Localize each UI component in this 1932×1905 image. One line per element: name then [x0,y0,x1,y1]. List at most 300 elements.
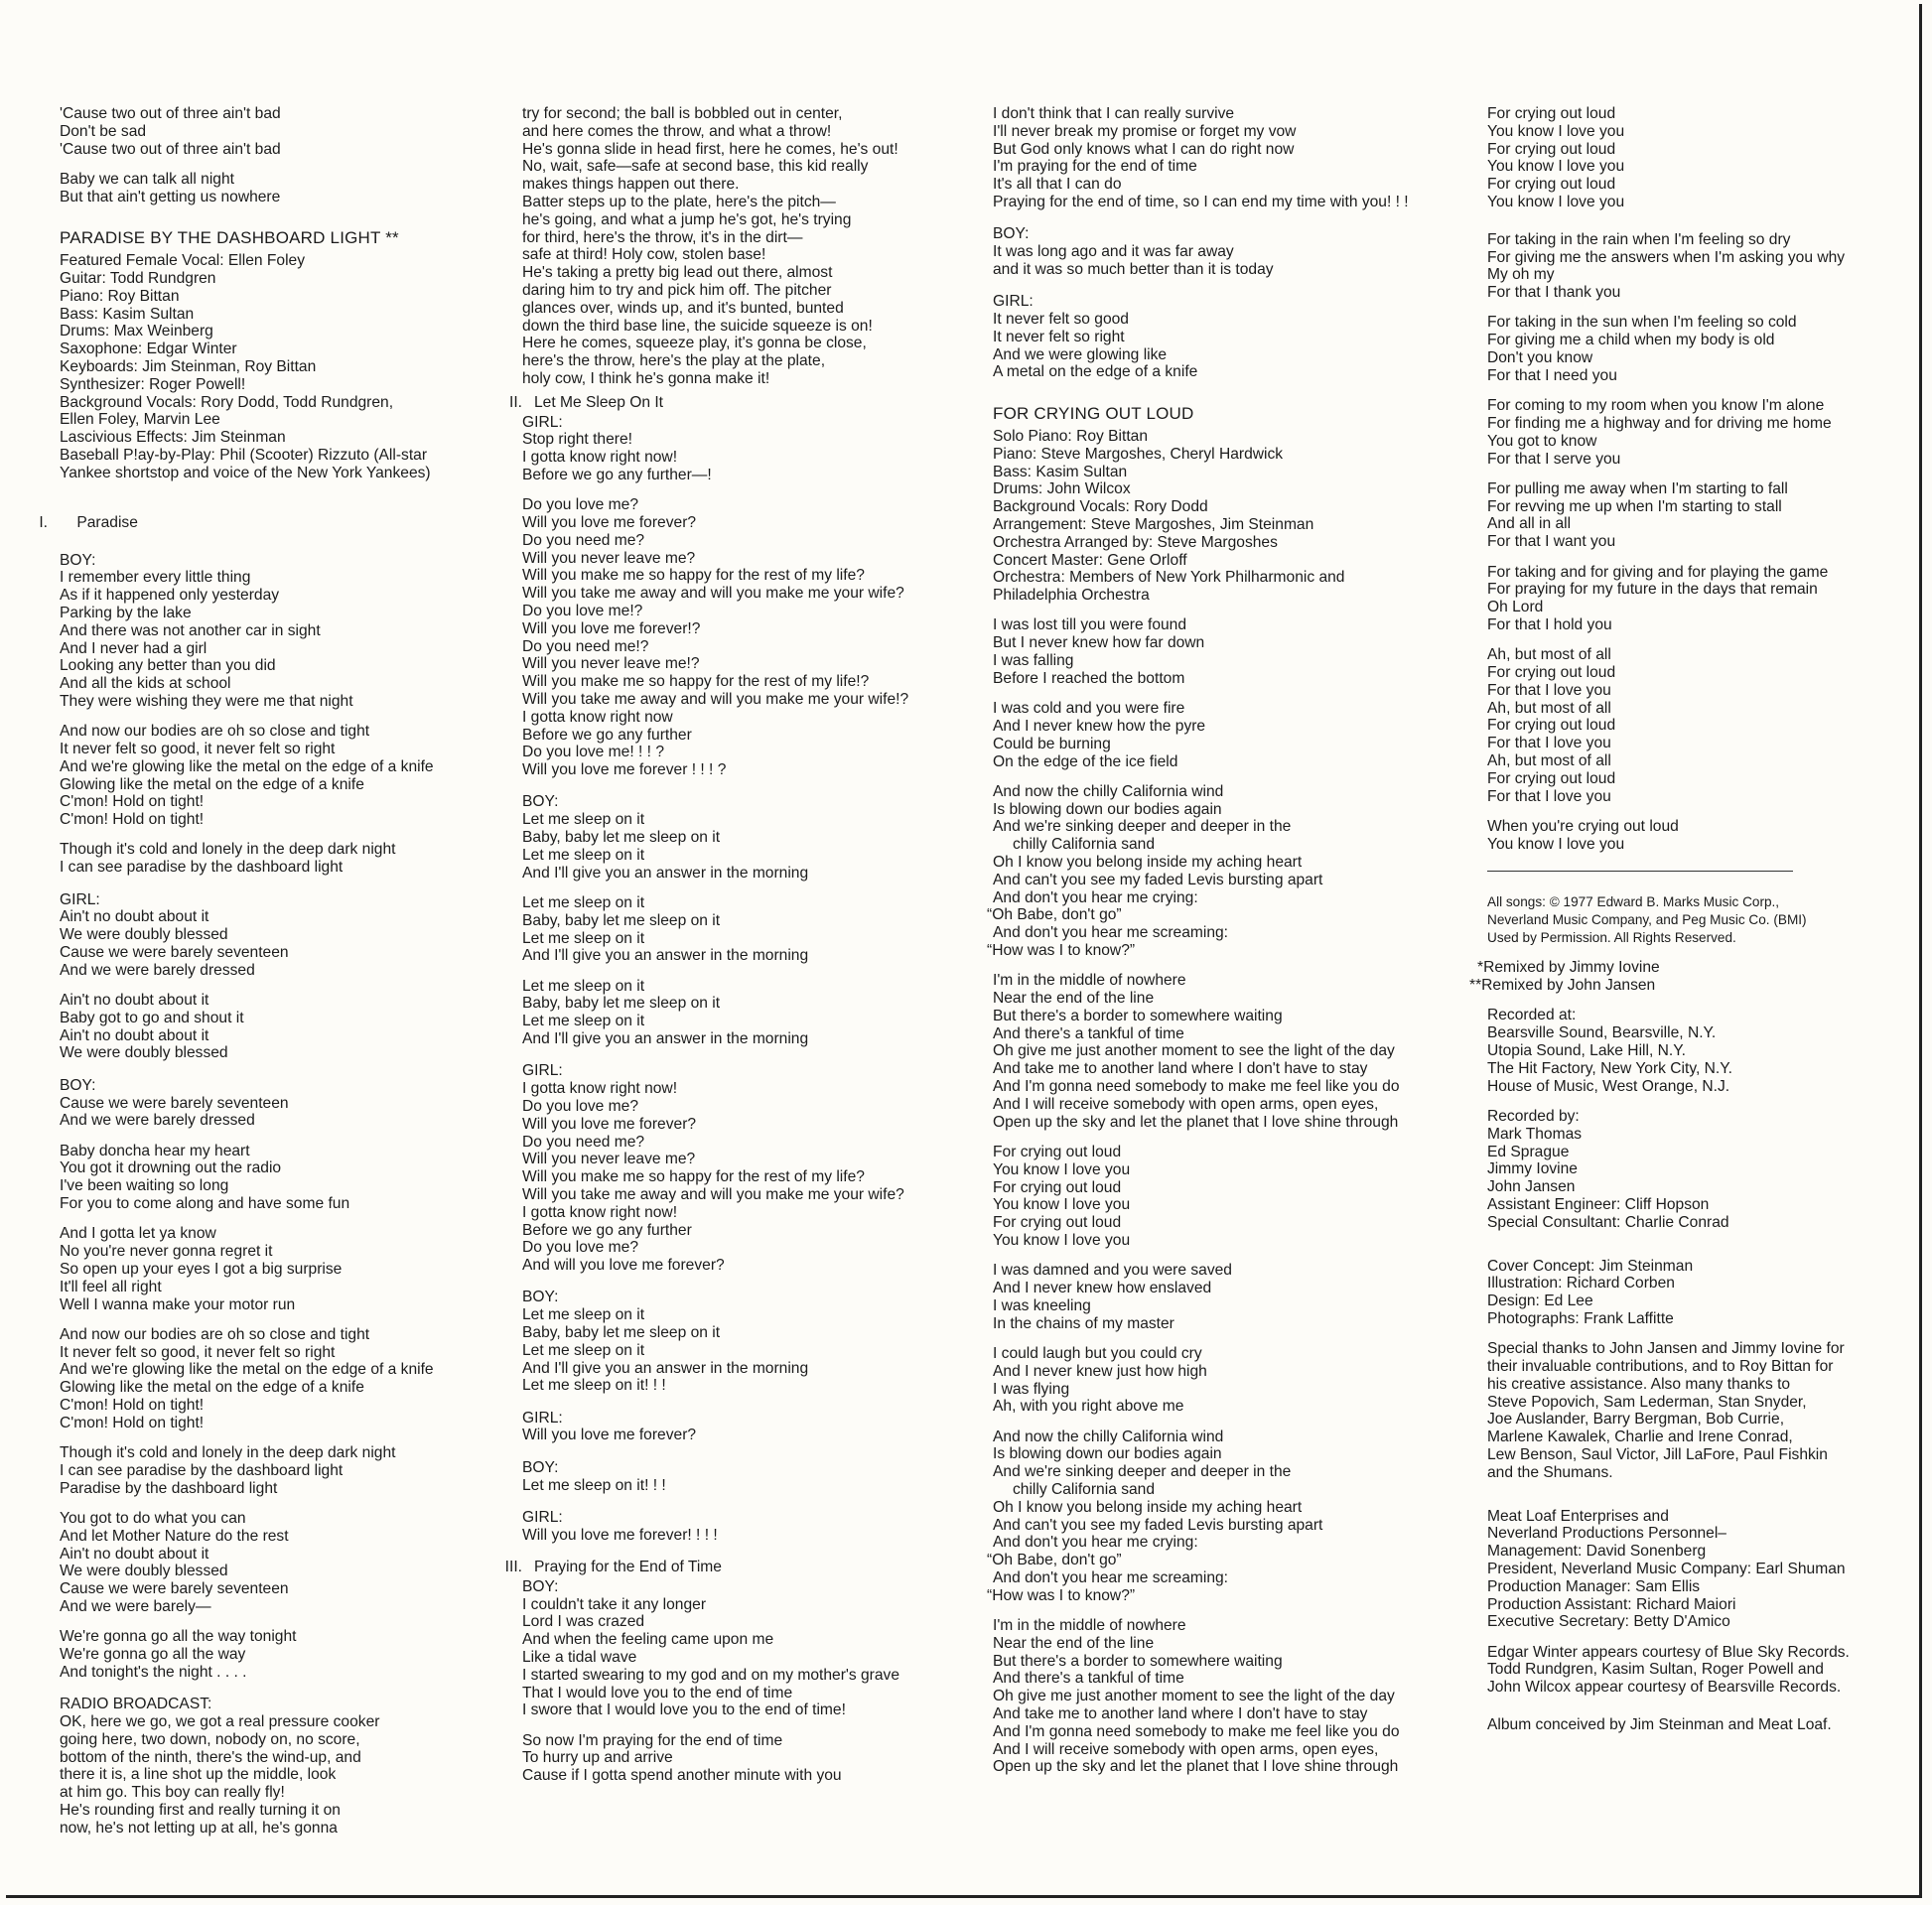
text-line: going here, two down, nobody on, no score, [60,1730,360,1748]
text-line: And we were glowing like [993,345,1168,363]
text-line: Solo Piano: Roy Bittan [993,427,1149,445]
lyrics-block [60,992,506,1062]
text-line: You know I love you [993,1196,1131,1214]
text-line: OK, here we go, we got a real pressure cooker [60,1712,380,1730]
text-line: Ah, with you right above me [993,1398,1184,1416]
text-line: Will you love me forever ! ! ! ? [522,761,727,779]
text-line: Production Manager: Sam Ellis [1487,1577,1701,1595]
text-line: I could laugh but you could cry [993,1344,1202,1362]
text-line: Do you love me? [522,496,639,514]
text-line: Featured Female Vocal: Ellen Foley [60,252,306,270]
speaker-label: BOY: [60,1076,96,1094]
text-line: Baby, baby let me sleep on it [522,911,721,929]
broadcast-block [60,1713,506,1837]
text-line: holy cow, I think he's gonna make it! [522,369,770,387]
lyrics-block [60,171,506,206]
text-line: And we were barely dressed [60,1112,255,1130]
text-line: Baby got to go and shout it [60,1009,244,1026]
speaker-label: GIRL: [522,413,563,431]
text-line: For praying for my future in the days that remain [1487,581,1818,599]
text-line: And there was not another car in sight [60,621,321,639]
text-line: For crying out loud [1487,140,1616,158]
text-line: Oh I know you belong inside my aching heart [993,853,1303,871]
text-line: For that I love you [1487,787,1611,805]
remix-notes [1469,959,1914,995]
text-line: Glowing like the metal on the edge of a knife [60,1379,364,1397]
lyrics-block [1487,818,1914,854]
text-line: and here comes the throw, and what a throw! [522,122,832,140]
text-line: Marlene Kawalek, Charlie and Irene Conrad, [1487,1429,1793,1446]
text-line: I don't think that I can really survive [993,105,1235,122]
lyrics-block [522,496,969,779]
text-line: And will you love me forever? [522,1257,725,1275]
text-line: And I gotta let ya know [60,1225,216,1243]
text-line: And now our bodies are oh so close and tight [60,723,370,741]
text-line: Baby, baby let me sleep on it [522,1324,721,1341]
text-line: Lascivious Effects: Jim Steinman [60,429,286,447]
text-line: He's rounding first and really turning it on [60,1801,341,1819]
lyrics-block [522,894,969,965]
text-line: President, Neverland Music Company: Earl Shuman [1487,1560,1846,1577]
text-line: Cause if I gotta spend another minute with you [522,1767,842,1785]
lyrics-block [522,978,969,1048]
text-line: Near the end of the line [993,1634,1155,1652]
text-line: And I never knew how enslaved [993,1280,1212,1297]
text-line: But God only knows what I can do right now [993,140,1295,158]
text-line: Do you love me? [522,1097,639,1115]
text-line: Meat Loaf Enterprises and [1487,1507,1669,1525]
text-line: Let me sleep on it! ! ! [522,1476,666,1494]
text-line: We're gonna go all the way [60,1646,246,1664]
text-line: For that I love you [1487,681,1611,699]
text-line: Design: Ed Lee [1487,1293,1593,1310]
text-line: So open up your eyes I got a big surprise [60,1260,343,1278]
broadcast-block [522,105,969,388]
text-line: Mark Thomas [1487,1125,1583,1143]
recording-engineers [1487,1108,1914,1232]
text-line: And tonight's the night . . . . [60,1663,247,1681]
text-line: *Remixed by Jimmy Iovine [1477,959,1660,977]
conceived-line [1487,1716,1914,1734]
text-line: Todd Rundgren, Kasim Sultan, Roger Powell and [1487,1661,1824,1679]
text-line: I'm praying for the end of time [993,158,1197,176]
text-line: My oh my [1487,266,1555,284]
text-line: bottom of the ninth, there's the wind-up, and [60,1748,361,1766]
text-line: We're gonna go all the way tonight [60,1628,297,1646]
lyrics-block [60,908,506,979]
text-line: Drums: Max Weinberg [60,323,213,340]
text-line: Looking any better than you did [60,657,276,675]
speaker-label: BOY: [522,793,559,811]
lyrics-block [522,811,969,882]
text-line: “Oh Babe, don't go” [987,906,1122,924]
text-line: Before we go any further—! [522,466,712,483]
text-line: I gotta know right now [522,708,673,726]
text-line: Don't you know [1487,349,1593,367]
text-line: Like a tidal wave [522,1648,637,1666]
text-line: Let me sleep on it [522,893,645,911]
text-line: They were wishing they were me that night [60,692,353,710]
lyrics-block [522,1427,969,1444]
text-line: Illustration: Richard Corben [1487,1275,1675,1293]
lyrics-block [60,1628,506,1681]
lyrics-block [993,1262,1469,1332]
text-line: We were doubly blessed [60,1044,228,1062]
text-line: I'm in the middle of nowhere [993,1617,1186,1635]
lyrics-block [522,1596,969,1720]
part-number: I. [39,513,49,531]
text-line: And now the chilly California wind [993,1428,1224,1445]
text-line: I gotta know right now! [522,1203,678,1221]
text-line: Piano: Roy Bittan [60,287,180,305]
lyrics-block [60,1095,506,1131]
text-line: For pulling me away when I'm starting to fall [1487,479,1788,497]
part-title: Praying for the End of Time [534,1558,722,1575]
text-line: for third, here's the throw, it's in the dirt— [522,228,803,246]
text-line: And we were barely— [60,1597,211,1615]
text-line: And now the chilly California wind [993,782,1224,800]
text-line: And there's a tankful of time [993,1024,1184,1042]
speaker-label: GIRL: [522,1409,563,1427]
text-line: Arrangement: Steve Margoshes, Jim Steinman [993,515,1314,533]
text-line: You got it drowning out the radio [60,1159,282,1177]
text-line: For crying out loud [1487,105,1616,122]
text-line: Ah, but most of all [1487,646,1611,664]
text-line: Will you take me away and will you make me your wife? [522,1185,904,1203]
lyrics-block [993,616,1469,687]
text-line: C'mon! Hold on tight! [60,811,205,829]
text-line: And don't you hear me screaming: [993,924,1229,942]
text-line: It never felt so good, it never felt so right [60,741,336,757]
text-line: Edgar Winter appears courtesy of Blue Sky Records. [1487,1643,1850,1661]
text-line: Ain't no doubt about it [60,992,209,1010]
text-line: You got to do what you can [60,1509,246,1527]
text-line: Special thanks to John Jansen and Jimmy Iovine for [1487,1340,1845,1358]
text-line: Will you never leave me? [522,549,696,567]
lyrics-block [993,972,1469,1131]
lyrics-block [60,1326,506,1432]
text-line: Oh Lord [1487,599,1544,616]
text-line: Joe Auslander, Barry Bergman, Bob Currie, [1487,1411,1785,1429]
text-line: and it was so much better than it is today [993,260,1274,278]
text-line: Ed Sprague [1487,1143,1570,1160]
text-line: Lew Benson, Saul Victor, Jill LaFore, Paul Fishkin [1487,1446,1828,1463]
text-line: You know I love you [1487,122,1625,140]
text-line: Is blowing down our bodies again [993,1445,1222,1463]
text-line: For giving me a child when my body is old [1487,332,1775,349]
text-line: Executive Secretary: Betty D'Amico [1487,1613,1730,1631]
credits-block [60,252,506,481]
text-line: And I never knew how the pyre [993,717,1206,735]
speaker-label: BOY: [522,1458,559,1476]
text-line: Management: David Sonenberg [1487,1543,1707,1561]
text-line: He's gonna slide in head first, here he comes, he's out! [522,140,898,158]
text-line: For crying out loud [1487,664,1616,682]
text-line: Ah, but most of all [1487,752,1611,769]
lyrics-block [1487,314,1914,384]
text-line: Do you love me! ! ! ? [522,744,665,761]
text-line: try for second; the ball is bobbled out in center, [522,105,843,122]
text-line: Will you make me so happy for the rest of my life? [522,567,865,585]
text-line: Background Vocals: Rory Dodd [993,498,1208,516]
text-line: Will you take me away and will you make me your wife!? [522,691,909,708]
text-line: For crying out loud [1487,769,1616,787]
text-line: Recorded by: [1487,1107,1580,1125]
lyrics-block [522,1080,969,1275]
text-line: In the chains of my master [993,1314,1174,1332]
text-line: Synthesizer: Roger Powell! [60,375,246,393]
text-line: And I'll give you an answer in the morning [522,947,809,965]
text-line: For giving me the answers when I'm asking you why [1487,248,1846,266]
text-line: Let me sleep on it [522,1341,645,1359]
text-line: Will you love me forever? [522,1427,697,1444]
text-line: Bass: Kasim Sultan [60,305,195,323]
text-line: Here he comes, squeeze play, it's gonna be close, [522,335,867,352]
text-line: For revving me up when I'm starting to stall [1487,497,1782,515]
text-line: Used by Permission. All Rights Reserved. [1487,930,1736,946]
text-line: For coming to my room when you know I'm alone [1487,397,1825,415]
text-line: “Oh Babe, don't go” [987,1552,1122,1569]
text-line: For that I hold you [1487,615,1612,633]
text-line: Could be burning [993,735,1111,752]
text-line: Utopia Sound, Lake Hill, N.Y. [1487,1042,1686,1060]
lyrics-block [60,841,506,877]
text-line: Cause we were barely seventeen [60,943,289,961]
text-line: Paradise by the dashboard light [60,1479,278,1497]
text-line: On the edge of the ice field [993,752,1178,770]
text-line: And I'm gonna need somebody to make me feel like you do [993,1722,1400,1740]
thanks-block [1487,1340,1914,1481]
lyrics-block [1487,564,1914,634]
text-line: I was lost till you were found [993,616,1187,634]
text-line: No you're never gonna regret it [60,1243,273,1261]
lyrics-block [60,723,506,829]
text-line: Let me sleep on it [522,1306,645,1324]
lyrics-block [60,105,506,158]
text-line: Ah, but most of all [1487,699,1611,717]
speaker-label: BOY: [993,225,1030,243]
text-line: Glowing like the metal on the edge of a knife [60,775,364,793]
text-line: You know I love you [993,1160,1131,1178]
text-line: Album conceived by Jim Steinman and Meat Loaf. [1487,1716,1832,1734]
text-line: And can't you see my faded Levis bursting apart [993,1516,1323,1534]
text-line: For taking and for giving and for playing the game [1487,563,1829,581]
text-line: Guitar: Todd Rundgren [60,270,216,288]
text-line: And I never had a girl [60,639,207,657]
recording-locations [1487,1007,1914,1095]
text-line: I'm in the middle of nowhere [993,972,1186,990]
text-line: daring him to try and pick him off. The pitcher [522,281,832,299]
text-line: To hurry up and arrive [522,1749,673,1767]
speaker-label: GIRL: [522,1062,563,1080]
text-line: And I will receive somebody with open arms, open eyes, [993,1095,1379,1113]
text-line: Bearsville Sound, Bearsville, N.Y. [1487,1024,1717,1042]
text-line: You know I love you [993,1231,1131,1249]
text-line: So now I'm praying for the end of time [522,1731,783,1749]
text-line: Let me sleep on it [522,811,645,829]
text-line: For that I need you [1487,366,1617,384]
text-line: And we're sinking deeper and deeper in the [993,818,1292,836]
text-line: Praying for the end of time, so I can end my time with you! ! ! [993,193,1409,210]
text-line: It never felt so good, it never felt so right [60,1343,336,1361]
text-line: C'mon! Hold on tight! [60,1414,205,1431]
text-line: Baby, baby let me sleep on it [522,995,721,1013]
text-line: A metal on the edge of a knife [993,363,1198,381]
text-line: Do you need me? [522,1133,645,1151]
lyrics-block [60,1444,506,1497]
text-line: there it is, a line shot up the middle, look [60,1766,337,1784]
text-line: Will you never leave me? [522,1151,696,1168]
text-line: Ain't no doubt about it [60,908,209,926]
text-line: You know I love you [1487,835,1625,853]
personnel-block [1487,1508,1914,1632]
text-line: And we're glowing like the metal on the edge of a knife [60,1361,434,1379]
part-number: III. [504,1558,522,1575]
text-line: Concert Master: Gene Orloff [993,551,1187,569]
text-line: And all in all [1487,515,1572,533]
text-line: Oh give me just another moment to see the light of the day [993,1042,1395,1060]
text-line: C'mon! Hold on tight! [60,793,205,811]
text-line: I gotta know right now! [522,449,678,467]
text-line: You know I love you [1487,158,1625,176]
text-line: And don't you hear me screaming: [993,1568,1229,1586]
courtesy-block [1487,1644,1914,1697]
text-line: And don't you hear me crying: [993,1534,1198,1552]
text-line: I can see paradise by the dashboard light [60,859,344,877]
text-line: his creative assistance. Also many thanks to [1487,1375,1791,1393]
text-line: For that I thank you [1487,284,1621,302]
text-line: John Wilcox appear courtesy of Bearsville Records. [1487,1679,1842,1697]
text-line: Philadelphia Orchestra [993,587,1150,605]
lyrics-block [60,1225,506,1313]
text-line: No, wait, safe—safe at second base, this kid really [522,158,869,176]
text-line: And now our bodies are oh so close and tight [60,1325,370,1343]
text-line: It's all that I can do [993,176,1122,194]
speaker-label: BOY: [522,1289,559,1306]
lyrics-block [60,569,506,710]
text-line: For that I want you [1487,533,1616,551]
text-line: Cover Concept: Jim Steinman [1487,1257,1694,1275]
copyright-block [1487,893,1914,946]
lyrics-block [522,1732,969,1785]
text-line: Will you love me forever! ! ! ! [522,1526,718,1544]
credits-block [993,428,1469,605]
text-line: I gotta know right now! [522,1080,678,1098]
text-line: When you're crying out loud [1487,817,1679,835]
text-line: “How was I to know?” [987,941,1136,959]
text-line: Ellen Foley, Marvin Lee [60,411,220,429]
text-line: chilly California sand [1013,1480,1156,1498]
text-line: Will you make me so happy for the rest of my life!? [522,673,870,691]
text-line: As if it happened only yesterday [60,587,280,605]
text-line: It never felt so good [993,310,1129,328]
text-line: **Remixed by John Jansen [1469,977,1656,995]
text-line: For taking in the sun when I'm feeling so cold [1487,314,1797,332]
text-line: Well I wanna make your motor run [60,1295,296,1313]
text-line: And take me to another land where I don't have to stay [993,1060,1368,1078]
text-line: Bass: Kasim Sultan [993,463,1128,480]
text-line: Piano: Steve Margoshes, Cheryl Hardwick [993,445,1284,463]
text-line: he's going, and what a jump he's got, he's trying [522,210,852,228]
text-line: and the Shumans. [1487,1463,1613,1481]
text-line: Let me sleep on it [522,846,645,864]
text-line: Ain't no doubt about it [60,1026,209,1044]
text-line: Production Assistant: Richard Maiori [1487,1595,1736,1613]
text-line: I was flying [993,1380,1070,1398]
text-line: I was kneeling [993,1296,1091,1314]
text-line: Though it's cold and lonely in the deep dark night [60,841,396,859]
text-line: And all the kids at school [60,675,231,693]
lyrics-block [1487,480,1914,551]
text-line: And there's a tankful of time [993,1670,1184,1688]
text-line: And we were barely dressed [60,961,255,979]
text-line: Cause we were barely seventeen [60,1580,289,1598]
lyrics-block [1487,231,1914,302]
text-line: For crying out loud [993,1143,1122,1160]
text-line: We were doubly blessed [60,926,228,944]
text-line: For crying out loud [993,1178,1122,1196]
text-line: And I never knew just how high [993,1362,1207,1380]
part-title: Let Me Sleep On It [534,393,664,411]
text-line: For that I love you [1487,735,1611,752]
lyrics-block [522,1306,969,1395]
text-line: John Jansen [1487,1178,1576,1196]
text-line: Jimmy Iovine [1487,1160,1578,1178]
lyrics-block [993,1617,1469,1776]
text-line: Drums: John Wilcox [993,480,1131,498]
section-label: RADIO BROADCAST: [60,1696,212,1713]
text-line: makes things happen out there. [522,176,740,194]
text-line: Cause we were barely seventeen [60,1094,289,1112]
text-line: I remember every little thing [60,569,251,587]
text-line: Special Consultant: Charlie Conrad [1487,1213,1729,1231]
text-line: You got to know [1487,432,1597,450]
text-line: And I'll give you an answer in the morning [522,1359,809,1377]
text-line: I can see paradise by the dashboard light [60,1461,344,1479]
text-line: It'll feel all right [60,1278,162,1295]
text-line: For taking in the rain when I'm feeling so dry [1487,230,1791,248]
text-line: Neverland Music Company, and Peg Music Co. (BMI) [1487,912,1807,928]
text-line: But there's a border to somewhere waiting [993,1007,1283,1024]
text-line: Orchestra Arranged by: Steve Margoshes [993,533,1278,551]
part-title: Paradise [76,513,138,531]
lyrics-block [1487,397,1914,468]
text-line: Will you take me away and will you make me your wife? [522,585,904,603]
text-line: Photographs: Frank Laffitte [1487,1309,1674,1327]
text-line: Let me sleep on it [522,1013,645,1030]
speaker-label: BOY: [60,551,96,569]
text-line: And we're sinking deeper and deeper in the [993,1463,1292,1481]
text-line: All songs: © 1977 Edward B. Marks Music Corp., [1487,894,1780,910]
text-line: For that I serve you [1487,450,1621,468]
song-title: FOR CRYING OUT LOUD [993,404,1194,424]
text-line: For crying out loud [1487,717,1616,735]
text-line: Baby doncha hear my heart [60,1142,250,1159]
lyrics-block [522,1477,969,1495]
text-line: Will you love me forever!? [522,619,701,637]
text-line: Will you never leave me!? [522,655,700,673]
text-line: Oh give me just another moment to see the light of the day [993,1688,1395,1705]
text-line: And take me to another land where I don't have to stay [993,1705,1368,1723]
text-line: And I'll give you an answer in the morning [522,864,809,882]
text-line: For finding me a highway and for driving me home [1487,414,1832,432]
text-line: I swore that I would love you to the end of time! [522,1701,846,1719]
text-line: I started swearing to my god and on my mother's grave [522,1666,900,1684]
lyrics-block [993,1144,1469,1250]
lyrics-block [993,1345,1469,1416]
text-line: And I'm gonna need somebody to make me feel like you do [993,1078,1400,1096]
lyrics-block [987,1428,1469,1605]
